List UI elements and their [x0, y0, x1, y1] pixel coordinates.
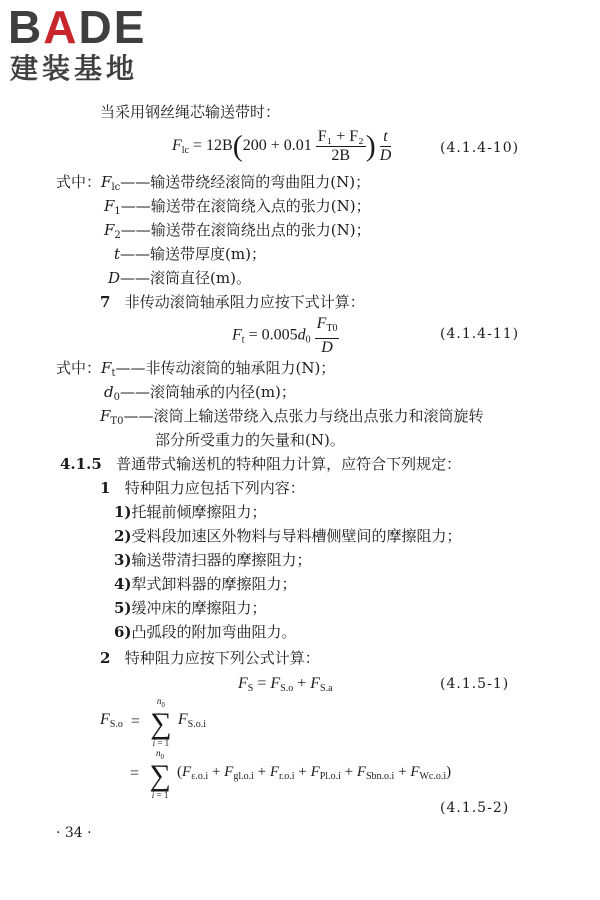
sub-list-item: 5)缓冲床的摩擦阻力； — [114, 599, 267, 617]
equation-number: (4.1.5-1) — [440, 676, 510, 692]
equation-4-1-4-11: $F_t = 0.005d_0$ $\frac{F_{T0}}{D}$ — [232, 315, 338, 356]
equation-4-1-5-1: $F_S = F_{S.o} + F_{S.a}$ — [238, 675, 333, 694]
equation-4-1-5-2-line1: $F_{S.o}$ = $n_0$ ∑ i = 1 $F_{S.o.i}$ — [100, 696, 206, 748]
equation-4-1-5-2-line2: = $n_0$ ∑ i = 1 $(F_{\varepsilon.o.i} + F_{gl.o.i} + F_{r.o.i} + F_{Pl.o.i} + F_{Sbn.o.i} + F_{Wc.o.i})$ — [130, 748, 452, 800]
summation-symbol: $n_0$ ∑ i = 1 — [149, 748, 171, 800]
intro-text: 当采用钢丝绳芯输送带时： — [100, 103, 281, 121]
list-item-7: 7 非传动滚筒轴承阻力应按下式计算： — [100, 293, 365, 311]
sub-list-item: 3)输送带清扫器的摩擦阻力； — [114, 551, 312, 569]
logo-brand-cn: 建装基地 — [10, 52, 139, 85]
equation-number: (4.1.5-2) — [440, 800, 510, 816]
brand-logo — [8, 1, 178, 86]
sub-list-item: 2)受料段加速区外物料与导料槽侧壁间的摩擦阻力； — [114, 527, 462, 545]
sub-list-item: 4)犁式卸料器的摩擦阻力； — [114, 575, 297, 593]
equation-number: (4.1.4-11) — [440, 326, 520, 342]
where-row: $F_1——$输送带在滚筒绕入点的张力(N)； — [104, 197, 371, 217]
list-item-1: 1 特种阻力应包括下列内容： — [100, 479, 305, 497]
summation-symbol: $n_0$ ∑ i = 1 — [150, 696, 172, 748]
where-row: $F_{T0}——$滚筒上输送带绕入点张力与绕出点张力和滚筒旋转 — [100, 407, 484, 427]
equation-4-1-4-10: $F_{lc} = 12B(200 + 0.01$ $\frac{\text{F₁ + F₂}}{2B}$ ) $\frac{t}{D}$ — [172, 128, 392, 164]
sub-list-item: 1)托辊前倾摩擦阻力； — [114, 503, 267, 521]
where-row: 式中：$F_{lc}——$输送带绕经滚筒的弯曲阻力(N)； — [56, 173, 371, 193]
where-row-continuation: 部分所受重力的矢量和(N)。 — [155, 431, 345, 449]
where-row: D——滚筒直径(m)。 — [108, 269, 251, 287]
where-row: $d_0——$滚筒轴承的内径(m)； — [104, 383, 296, 403]
page-number: · 34 · — [56, 825, 92, 841]
equation-number: (4.1.4-10) — [440, 140, 520, 156]
where-row: $F_2——$输送带在滚筒绕出点的张力(N)； — [104, 221, 371, 241]
where-row: 式中：$F_t——$非传动滚筒的轴承阻力(N)； — [56, 359, 336, 379]
list-item-2: 2 特种阻力应按下列公式计算： — [100, 649, 320, 667]
logo-brand-en: BADE — [8, 1, 147, 53]
sub-list-item: 6)凸弧段的附加弯曲阻力。 — [114, 623, 297, 641]
clause-4-1-5: 4.1.5 普通带式输送机的特种阻力计算，应符合下列规定： — [60, 455, 462, 473]
where-row: t——输送带厚度(m)； — [114, 245, 266, 263]
